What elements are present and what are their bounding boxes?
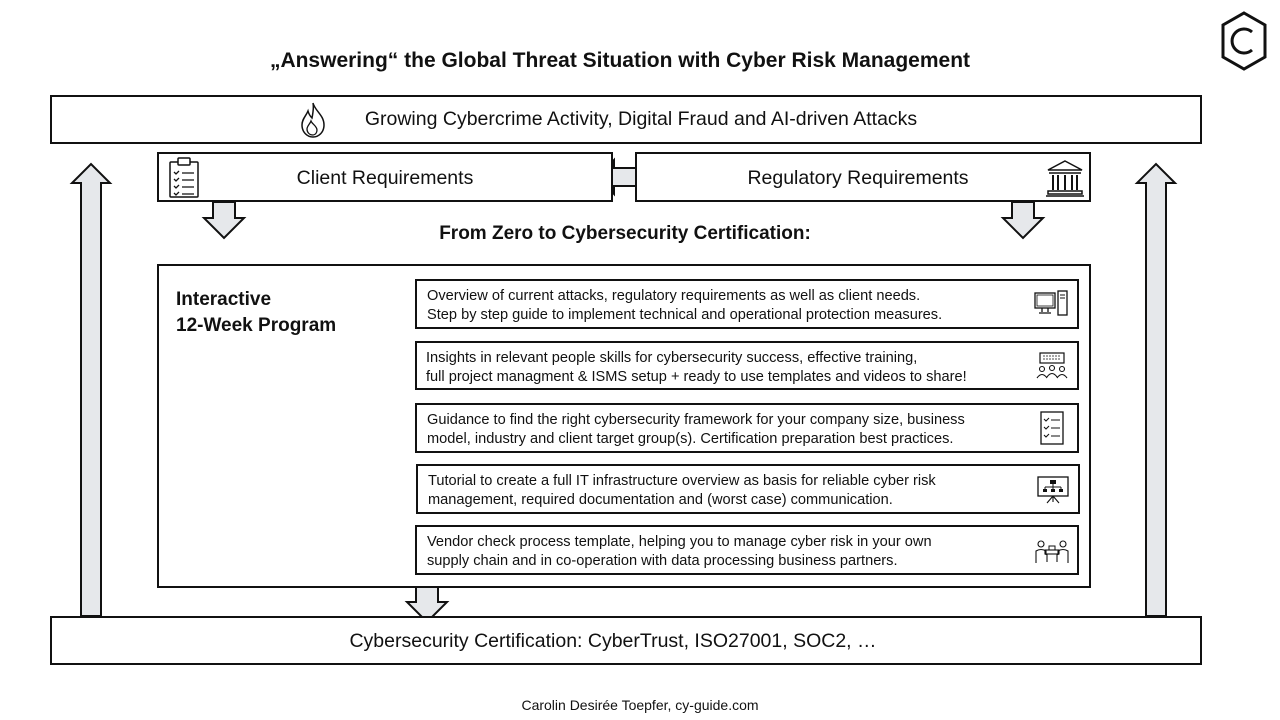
step-5-text	[427, 533, 932, 571]
step-2-line2: full project managment & ISMS setup + ready to use templates and videos to share!	[426, 369, 967, 385]
program-step-3	[415, 403, 1079, 453]
threat-banner	[50, 95, 1202, 144]
step-4-line1: Tutorial to create a full IT infrastructure overview as basis for reliable cyber risk	[428, 473, 936, 489]
diagram-title: „Answering“ the Global Threat Situation with Cyber Risk Management	[269, 49, 971, 72]
step-1-line1: Overview of current attacks, regulatory requirements as well as client needs.	[427, 288, 921, 304]
program-label-line1: Interactive	[176, 289, 272, 310]
step-3-line2: model, industry and client target group(s). Certification preparation best practices.	[427, 431, 954, 447]
step-2-text	[426, 349, 967, 387]
program-step-5	[415, 525, 1079, 575]
footer-credit: Carolin Desirée Toepfer, cy-guide.com	[521, 697, 759, 713]
program-step-2	[415, 341, 1079, 390]
certification-banner	[50, 616, 1202, 665]
government-building-icon	[1045, 158, 1085, 198]
meeting-icon	[1033, 535, 1071, 565]
team-presentation-icon	[1033, 351, 1071, 381]
program-step-1	[415, 279, 1079, 329]
org-chart-board-icon	[1034, 474, 1072, 504]
step-1-line2: Step by step guide to implement technical and operational protection measures.	[427, 307, 943, 323]
client-requirements-box	[157, 152, 613, 202]
step-5-line2: supply chain and in co-operation with data processing business partners.	[427, 553, 898, 569]
computer-icon	[1033, 289, 1071, 319]
program-step-4	[416, 464, 1080, 514]
checklist-icon	[1033, 411, 1071, 445]
step-5-line1: Vendor check process template, helping you to manage cyber risk in your own	[427, 534, 932, 550]
program-label-line2: 12-Week Program	[176, 315, 337, 336]
certification-banner-text: Cybersecurity Certification: CyberTrust, ISO27001, SOC2, …	[349, 630, 877, 652]
regulatory-requirements-box	[635, 152, 1091, 202]
step-1-text	[427, 287, 942, 325]
threat-banner-text: Growing Cybercrime Activity, Digital Fraud and AI-driven Attacks	[364, 108, 918, 130]
step-4-line2: management, required documentation and (worst case) communication.	[428, 492, 893, 508]
regulatory-requirements-label: Regulatory Requirements	[747, 167, 969, 189]
program-subtitle: From Zero to Cybersecurity Certification:	[439, 223, 811, 244]
program-label	[176, 287, 336, 339]
step-3-line1: Guidance to find the right cybersecurity framework for your company size, business	[427, 412, 965, 428]
step-2-line1: Insights in relevant people skills for cybersecurity success, effective training,	[426, 350, 918, 366]
step-3-text	[427, 411, 965, 449]
step-4-text	[428, 472, 936, 510]
client-requirements-label: Client Requirements	[296, 167, 474, 189]
